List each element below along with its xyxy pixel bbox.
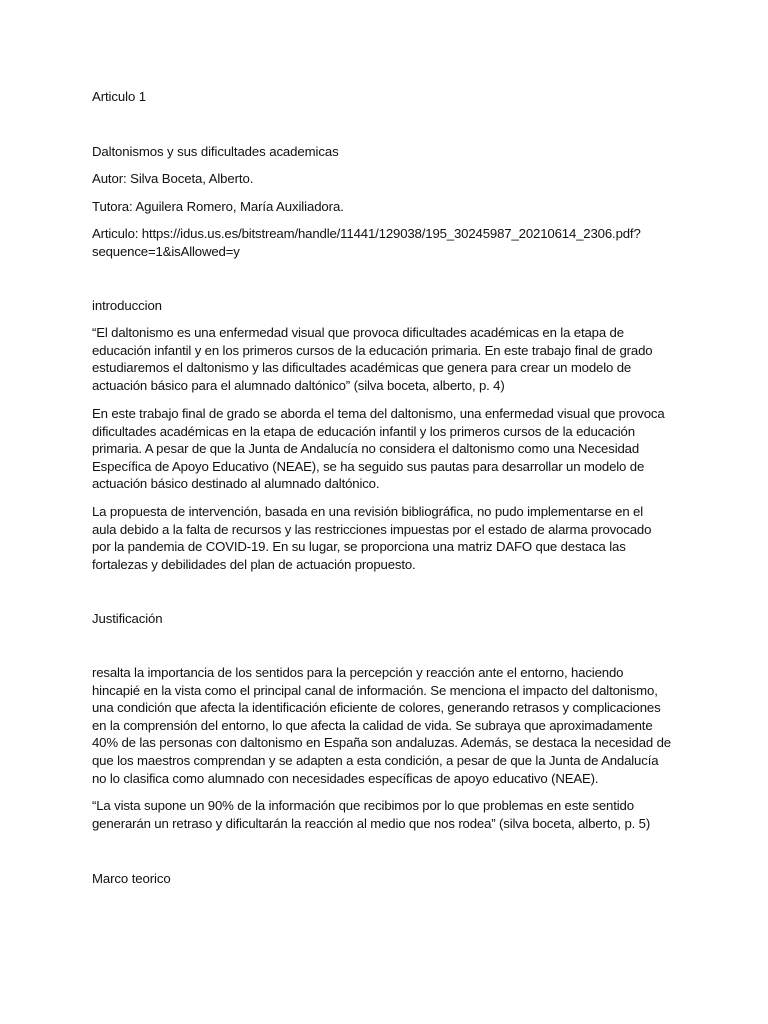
paragraph-line: actuación básico para el alumnado daltónico” (silva boceta, alberto, p. 4) (92, 377, 505, 393)
paragraph-line: que los maestros comprendan y se adapten a esta condición, a pesar de que la Junta de Andalucía (92, 752, 659, 768)
paragraph-line: en la comprensión del entorno, lo que afecta la calidad de vida. Se subraya que aproximadamente (92, 717, 653, 733)
document-title: Daltonismos y sus dificultades academicas (92, 144, 339, 159)
document-heading: Articulo 1 (92, 89, 146, 104)
paragraph-line: actuación básico destinado al alumnado daltónico. (92, 476, 380, 492)
paragraph-line: aula debido a la falta de recursos y las restricciones impuestas por el estado de alarma provocado (92, 521, 652, 537)
paragraph-line: Específica de Apoyo Educativo (NEAE), se ha seguido sus pautas para desarrollar un modelo de (92, 458, 645, 474)
paragraph-line: una condición que afecta la identificación eficiente de colores, generando retrasos y complicaciones (92, 700, 661, 716)
paragraph-line: hincapié en la vista como el principal canal de información. Se menciona el impacto del daltonismo, (92, 682, 658, 698)
paragraph-line: La propuesta de intervención, basada en una revisión bibliográfica, no pudo implementarse en el (92, 504, 643, 519)
paragraph-line: fortalezas y debilidades del plan de actuación propuesto. (92, 556, 416, 572)
paragraph-line: por la pandemia de COVID-19. En su lugar, se proporciona una matriz DAFO que destaca las (92, 539, 626, 555)
paragraph-line: 40% de las personas con daltonismo en España son andaluzas. Además, se destaca la necesidad de (92, 735, 671, 751)
introduccion-quote (92, 324, 682, 394)
author-line: Autor: Silva Boceta, Alberto. (92, 171, 254, 186)
paragraph-line: “La vista supone un 90% de la información que recibimos por lo que problemas en este sentido (92, 798, 634, 813)
justificacion-paragraph (92, 664, 682, 787)
paragraph-line: resalta la importancia de los sentidos para la percepción y reacción ante el entorno, haciendo (92, 665, 624, 680)
paragraph-line: generarán un retraso y dificultarán la reacción al medio que nos rodea” (silva boceta, alberto, p. 5) (92, 815, 651, 831)
paragraph-line: En este trabajo final de grado se aborda el tema del daltonismo, una enfermedad visual que provoca (92, 406, 665, 421)
paragraph-line: no lo clasifica como alumnado con necesidades específicas de apoyo educativo (NEAE). (92, 770, 599, 786)
paragraph-line: primaria. A pesar de que la Junta de Andalucía no considera el daltonismo como una Necesidad (92, 441, 640, 457)
article-link[interactable] (92, 225, 682, 260)
paragraph-line: “El daltonismo es una enfermedad visual que provoca dificultades académicas en la etapa de (92, 325, 624, 340)
paragraph-line: educación infantil y en los primeros cursos de la educación primaria. En este trabajo final de grado (92, 342, 653, 358)
article-link-line[interactable]: Articulo: https://idus.us.es/bitstream/handle/11441/129038/195_30245987_20210614_2306.pdf? (92, 226, 641, 241)
section-heading-justificacion: Justificación (92, 611, 163, 626)
section-heading-introduccion: introduccion (92, 298, 162, 313)
section-heading-marco-teorico: Marco teorico (92, 871, 171, 886)
introduccion-paragraph-2 (92, 503, 682, 573)
article-link-line[interactable]: sequence=1&isAllowed=y (92, 243, 240, 259)
paragraph-line: estudiaremos el daltonismo y las dificultades académicas que genera para crear un modelo de (92, 360, 632, 376)
justificacion-quote (92, 797, 682, 832)
tutor-line: Tutora: Aguilera Romero, María Auxiliadora. (92, 199, 344, 214)
paragraph-line: dificultades académicas en la etapa de educación infantil y los primeros cursos de la educación (92, 423, 635, 439)
introduccion-paragraph-1 (92, 405, 682, 493)
